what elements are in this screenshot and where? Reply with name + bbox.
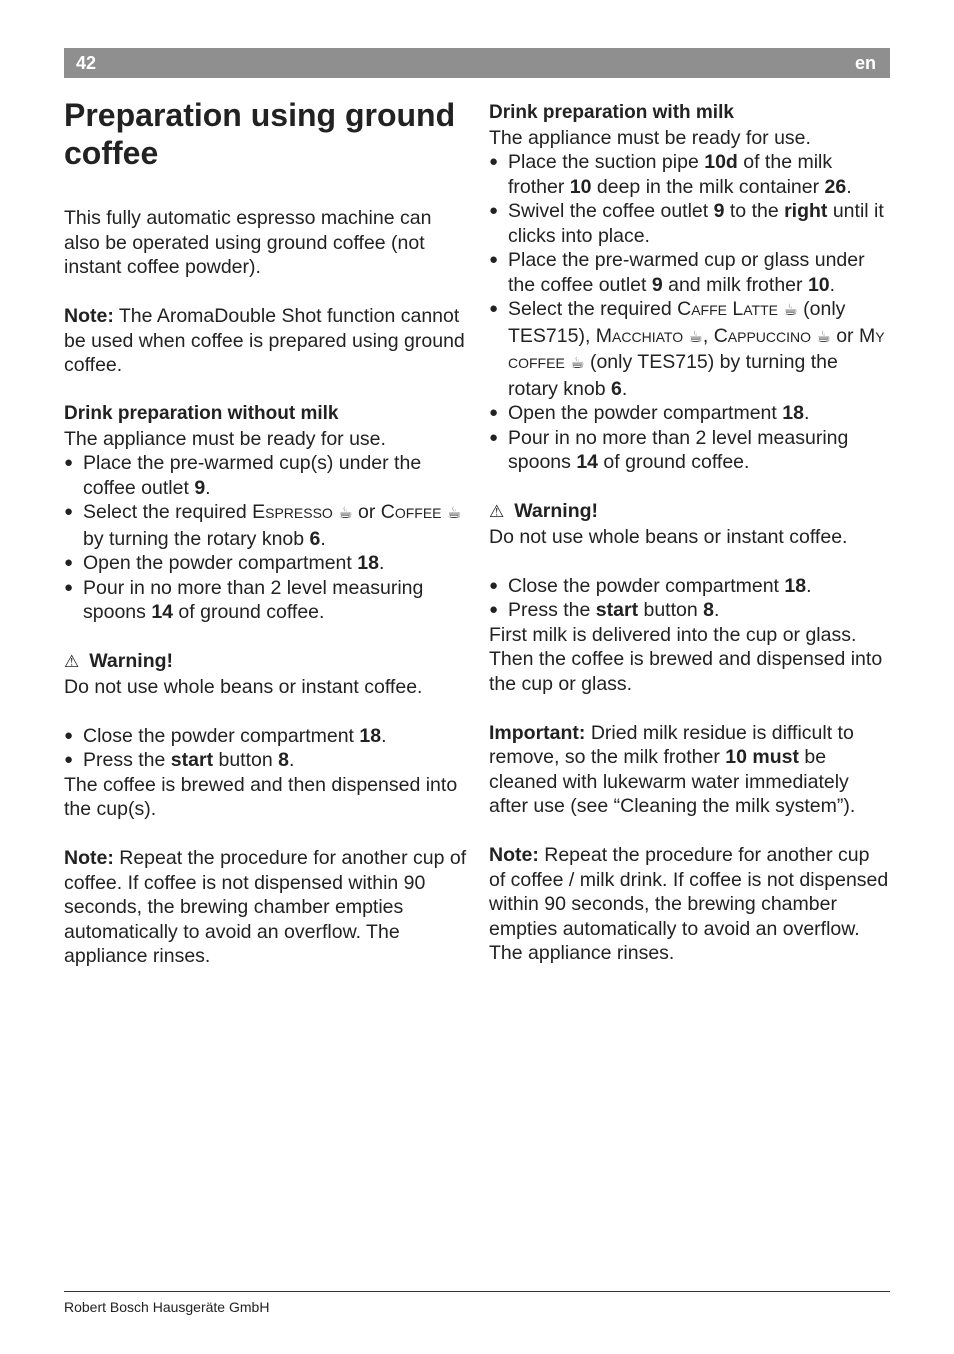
warning-heading: ⚠ Warning! [489,500,599,522]
steps-list-2 [64,724,469,773]
warning-triangle-icon: ⚠ [64,652,80,671]
header-bar [64,48,890,78]
list-item: ● Open the powder compartment 18. [64,551,469,576]
cappuccino-cup-icon: ☕ [816,328,831,346]
list-item: ● Close the powder compartment 18. [489,574,891,599]
warning-heading: ⚠ Warning! [64,650,174,672]
espresso-cup-icon: ☕ [338,505,353,522]
section-heading-with-milk: Drink preparation with milk [489,102,734,123]
milk-steps-list-2 [489,574,891,623]
left-column [64,96,469,969]
list-item: ● Press the start button 8. [489,598,891,623]
list-item: ● Place the pre-warmed cup or glass under the coffee outlet 9 and milk frother 10. [489,248,891,297]
list-item: ● Press the start button 8. [64,748,469,773]
my-coffee-cup-icon: ☕ [570,355,585,372]
warning-triangle-icon: ⚠ [489,502,505,521]
right-column [489,101,891,966]
list-item: ● Open the powder compartment 18. [489,401,891,426]
list-item: ● Select the required Caffe Latte ☕ (only TES715), Macchiato ☕, Cappuccino ☕ or My coffee ☕ (only TES715) by turning the rotary knob 6. [489,297,891,401]
macchiato-glass-icon: ☕ [688,328,703,346]
note-repeat: Note: Repeat the procedure for another cup of coffee. If coffee is not dispensed within 90 seconds, the brewing chamber empties automatically to avoid an overflow. The appliance rinses. [64,847,467,967]
section-heading-without-milk: Drink preparation without milk [64,403,339,424]
ready-text: The appliance must be ready for use. [64,427,386,450]
footer-company: Robert Bosch Hausgeräte GmbH [64,1299,270,1315]
list-item: ● Pour in no more than 2 level measuring spoons 14 of ground coffee. [64,576,469,625]
note-aromadouble [64,304,469,378]
note-label: Note: [64,305,114,327]
intro-paragraph: This fully automatic espresso machine can also be operated using ground coffee (not instant coffee powder). [64,207,432,278]
list-item: ● Swivel the coffee outlet 9 to the right until it clicks into place. [489,199,891,248]
list-item: ● Close the powder compartment 18. [64,724,469,749]
note-text: The AromaDouble Shot function cannot be used when coffee is prepared using ground coffee. [64,305,465,376]
page-number: 42 [76,53,97,73]
latte-glass-icon: ☕ [783,302,798,319]
language-code: en [854,53,876,73]
milk-steps-list [489,150,891,475]
ready-text: The appliance must be ready for use. [489,126,811,149]
milk-first-text: First milk is delivered into the cup or glass. Then the coffee is brewed and dispensed into the cup or glass. [489,623,883,695]
coffee-cup-icon: ☕ [446,505,462,522]
steps-list [64,451,469,625]
note-repeat-milk: Note: Repeat the procedure for another cup of coffee / milk drink. If coffee is not dispensed within 90 seconds, the brewing chamber empties automatically to avoid an overflow. The appliance rinses. [489,844,889,964]
list-item: ● Place the suction pipe 10d of the milk frother 10 deep in the milk container 26. [489,150,891,199]
warning-text: Do not use whole beans or instant coffee. [489,525,848,548]
important-paragraph: Important: Dried milk residue is difficult to remove, so the milk frother 10 must be cleaned with lukewarm water immediately after use (see “Cleaning the milk system”). [489,721,856,817]
list-item: ● Place the pre-warmed cup(s) under the coffee outlet 9. [64,451,469,500]
warning-text: Do not use whole beans or instant coffee. [64,675,423,698]
page-title: Preparation using ground coffee [64,97,456,171]
footer-divider [64,1291,890,1292]
list-item: ● Pour in no more than 2 level measuring spoons 14 of ground coffee. [489,426,891,475]
brewed-text: The coffee is brewed and then dispensed into the cup(s). [64,773,458,820]
list-item: ● Select the required Espresso ☕ or Coffee ☕ by turning the rotary knob 6. [64,500,469,551]
